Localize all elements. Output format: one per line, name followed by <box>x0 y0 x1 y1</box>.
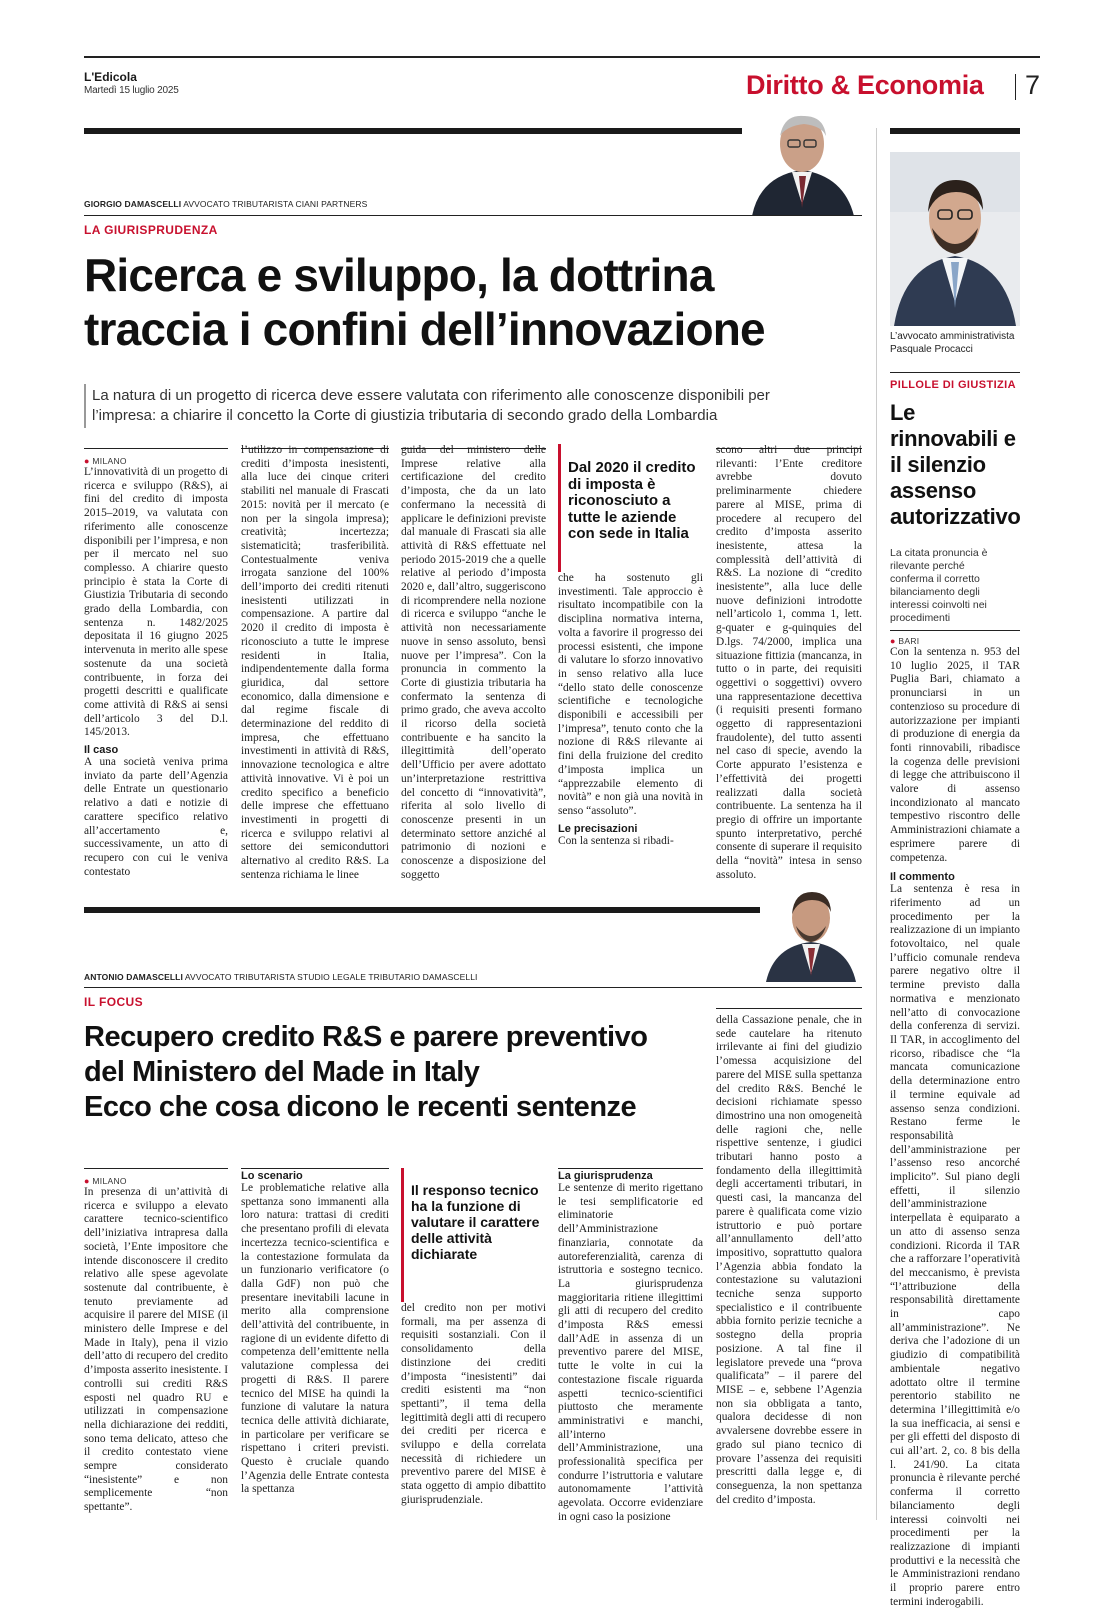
article2-kicker: IL FOCUS <box>84 995 143 1009</box>
article2-byline <box>84 972 477 982</box>
sidebar-rule <box>890 630 1020 631</box>
article2-column-5 <box>716 1014 862 1507</box>
article1-kicker: LA GIURISPRUDENZA <box>84 223 218 237</box>
body-text: della Cassazione penale, che in sede cautelare ha ritenuto irrilevante ai fini del giudizio l’omessa acquisizione del parere del MISE sulla spettanza del credito R&S. Benché le decisioni richiamate spesso dimostrino una non omogeneità delle ragioni che, nelle rispettive sentenze, i giudici tributari hanno posto a fondamento della illegittimità degli accertamenti tributari, in questi casi, la mancanza del parere è qualificata come vizio istruttorio e può portare all’annullamento dell’atto impositivo, soprattutto qualora l’Agenzia abbia fondato la contestazione su valutazioni tecniche senza supporto specialistico e il contribuente abbia fornito perizie tecniche a sostegno della propria posizione. A tal fine il legislatore prevede una “prova qualificata” – il parere del MISE – e, sebbene l’Agenzia non sia obbligata a tanto, qualora decidesse di non avvalersene dovrebbe essere in grado sul piano tecnico di provare l’assenza dei requisiti prescritti dalla legge e, di conseguenza, la non spettanza del credito d’imposta. <box>716 1014 862 1506</box>
byline-role: AVVOCATO TRIBUTARISTA STUDIO LEGALE TRIBUTARIO DAMASCELLI <box>184 972 478 982</box>
sidebar-separator <box>876 128 877 1520</box>
body-text: scono altri due principi rilevanti: l’Ente creditore avrebbe dovuto preliminarmente chiedere parere al MISE, prima di procedere al recupero del credito d’imposta asserito inesistente, attesa la complessità dell’attività di R&S. La nozione di “credito inesistente”, alla luce delle nuove definizioni introdotte nell’articolo 1, comma 1, lett. g-quater e g-quinquies del D.lgs. 74/2000, implica una situazione fittizia (mancanza, in tutto o in parte, dei requisiti oggettivi o soggettivi) ovvero una rappresentazione decettiva (i requisiti presenti formano oggetto di rappresentazioni fraudolente), del tutto assenti nel caso di specie, avendo la Corte appurato l’esistenza e l’effettività dei progetti realizzati dalla società contribuente. La sentenza ha il pregio di offrire un importante spunto interpretativo, perché consente di superare il requisito della “novità” intesa in senso assoluto. <box>716 444 862 881</box>
location-label: MILANO <box>92 1176 127 1186</box>
body-text: Con la sentenza n. 953 del 10 luglio 2025, il TAR Puglia Bari, chiamato a pronunciarsi in un contenzioso su procedure di autorizzazione per impianti di produzione di energia da fonti rinnovabili, ribadisce la cogenza delle previsioni di legge che attribuiscono il valore di assenso incondizionato al mancato tempestivo riscontro delle Amministrazioni chiamate a esprimere parere di competenza. <box>890 646 1020 864</box>
body-text: In presenza di un’attività di ricerca e sviluppo a elevato carattere tecnico-scientifico dell’iniziativa intrapresa dalla società, l’Ente impositore che intende disconoscere il credito relativo alle spese agevolate sostenute dal contribuente, è tenuto previamente ad acquisire il parere del MISE (il ministero delle Imprese e del Made in Italy), pena il vizio dell’atto di recupero del credito d’imposta asserito inesistente. I controlli sui crediti R&S esposti nel quadro RU e utilizzati in compensazione nella dichiarazione dei redditi, sono tema delicato, atteso che il credito contestato viene sempre considerato “inesistente” e non semplicemente “non spettante”. <box>84 1186 228 1514</box>
pullquote-bar <box>401 1168 404 1302</box>
byline-name: ANTONIO DAMASCELLI <box>84 972 183 982</box>
sidebar-photo-caption: L’avvocato amministrativista Pasquale Procacci <box>890 331 1015 355</box>
section-title: Diritto & Economia <box>746 70 984 100</box>
article2-top-rule <box>84 907 862 913</box>
sidebar-top-rule <box>890 128 1020 134</box>
location-pin-icon: ● <box>84 456 90 466</box>
standfirst-bar <box>84 384 86 428</box>
article2-column-3 <box>401 1168 546 1508</box>
headline-line: Recupero credito R&S e parere preventivo <box>84 1021 648 1053</box>
byline-role: AVVOCATO TRIBUTARISTA CIANI PARTNERS <box>183 199 368 209</box>
article1-byline <box>84 199 367 209</box>
subhead: Le precisazioni <box>558 822 638 835</box>
location-label: MILANO <box>92 456 127 466</box>
byline-name: GIORGIO DAMASCELLI <box>84 199 182 209</box>
body-text: L’innovatività di un progetto di ricerca e sviluppo (R&S), ai fini del credito di imposta 2015–2019, va valutata con riferimento alle conoscenze disponibili per l’impresa, e non per il mercato nel suo complesso. A chiarire questo principio è stata la Corte di Giustizia Tributaria di secondo grado della Lombardia, con sentenza n. 1482/2025 depositata il 16 giugno 2025 intervenuta in merito alle spese sostenute da una società contribuente, in forza dei progetti descritti e qualificate come attività di R&S ai sensi dell’articolo 3 del D.l. 145/2013. <box>84 466 228 739</box>
body-text: Le problematiche relative alla spettanza sono immanenti alla loro natura: trattasi di crediti che presentano profili di elevata incertezza tecnico-scientifica e la contestazione formulata da un funzionario verificatore (o dalla GdF) non può che presentare inevitabili lacune in merito alla comprensione dell’attività del contribuente, in ragione di un evidente difetto di competenza dell’emittente nella valutazione complessa dei progetti di R&S. Il parere tecnico del MISE ha quindi la funzione di valutare la natura tecnica delle attività dichiarate, in particolare per verificare se rispettano i criteri previsti. Questo è cruciale quando l’Agenzia delle Entrate contesta la spettanza <box>241 1182 389 1496</box>
sidebar-headline: Le rinnovabili e il silenzio assenso autorizzativo <box>890 400 1021 529</box>
subhead: Il caso <box>84 744 119 757</box>
issue-date: Martedì 15 luglio 2025 <box>84 85 179 96</box>
pullquote <box>558 444 703 572</box>
article2-byline-rule <box>84 987 862 988</box>
pullquote-text: Dal 2020 il credito di imposta è riconosciuto a tutte le aziende con sede in Italia <box>568 459 696 542</box>
subhead: Lo scenario <box>241 1170 303 1182</box>
body-text: Le sentenze di merito rigettano le tesi semplificatorie ed eliminatorie dell’Amministrazione finanziaria, connotate da autoreferenzialità, carenza di istruttoria e sostegno tecnico. La giurisprudenza maggioritaria ritiene illegittimi gli atti di recupero del credito d’imposta R&S emessi dall’AdE in assenza di un preventivo parere del MISE, tutte le volte in cui la contestazione fiscale riguarda aspetti tecnico-scientifici piuttosto che meramente amministrativi e manchi, all’interno dell’Amministrazione, una professionalità specifica per condurre l’istruttoria e valutare autonomamente l’attività agevolata. Occorre evidenziare in ogni caso la posizione <box>558 1182 703 1523</box>
article2-column-1 <box>84 1176 228 1515</box>
location-tag <box>890 636 1020 646</box>
pullquote-bar <box>558 444 561 572</box>
sidebar-kicker: PILLOLE DI GIUSTIZIA <box>890 379 1016 391</box>
article1-column-2 <box>241 444 389 883</box>
pullquote-text: Il responso tecnico ha la funzione di valutare il carattere delle attività dichiarate <box>411 1182 540 1262</box>
body-text: l’utilizzo in compensazione di crediti d’imposta inesistenti, alla luce dei cinque criteri stabiliti nel manuale di Frascati 2015: novità per il mercato (e non per la singola impresa); creatività; incertezza; sistematicità; trasferibilità. Contestualmente veniva irrogata sanzione del 100% dell’importo dei crediti ritenuti inesistenti utilizzati in compensazione. A partire dal 2020 il credito di imposta è riconosciuto a tutte le imprese residenti in Italia, indipendentemente dalla forma giuridica, dal settore economico, dalla dimensione e dal regime fiscale di determinazione del reddito di impresa, che effettuano investimenti in attività di R&S, innovazione tecnologica e altre attività innovative. Vi è poi un credito specifico a beneficio delle imprese che effettuano investimenti in progetti di ricerca e sviluppo relativi al settore dei semiconduttori alternativo al credito R&S. La sentenza richiama le linee <box>241 444 389 881</box>
pullquote <box>401 1168 546 1302</box>
author-photo-giorgio <box>742 104 862 216</box>
location-pin-icon: ● <box>890 636 896 646</box>
location-tag <box>84 1176 228 1186</box>
article1-column-1 <box>84 456 228 879</box>
body-text: del credito non per motivi formali, ma per assenza di requisiti sostanziali. Con il consolidamento della distinzione dei crediti d’imposta “inesistenti” dai crediti esistenti ma “non spettanti”, il tema della legittimità degli atti di recupero dei crediti per ricerca e sviluppo e della correlata necessità di richiedere un preventivo parere del MISE è stata oggetto di ampio dibattito giurisprudenziale. <box>401 1302 546 1506</box>
headline-line: traccia i confini dell’innovazione <box>84 303 765 355</box>
location-tag <box>84 456 228 466</box>
location-label: BARI <box>898 636 920 646</box>
subhead: Il commento <box>890 871 955 884</box>
article2-column-2 <box>241 1166 389 1497</box>
author-photo-antonio <box>760 880 862 982</box>
column-rule <box>716 1008 862 1009</box>
page-separator <box>1015 74 1016 100</box>
subhead: La giurisprudenza <box>558 1170 653 1182</box>
headline-line: del Ministero del Made in Italy <box>84 1056 480 1088</box>
page-number: 7 <box>1025 70 1041 100</box>
article1-column-5 <box>716 444 862 883</box>
brand-name: L'Edicola <box>84 70 137 84</box>
column-rule <box>84 448 228 449</box>
article1-column-4 <box>558 444 703 848</box>
sidebar-rule <box>890 372 1020 373</box>
body-text: La sentenza è resa in riferimento ad un procedimento per la realizzazione di un impianto fotovoltaico, nel quale l’ufficio comunale rendeva parere negativo oltre il termine previsto dalla normativa e menzionato nell’atto di convocazione della conferenza di servizi. Il TAR, in accoglimento del ricorso, ribadisce che “la mancata comunicazione della determinazione entro il termine equivale ad assenso senza condizioni. Restano ferme le responsabilità dell’amministrazione per l’assenso reso ancorché implicito”. Sul piano degli effetti, il silenzio dell’amministrazione interpellata è equiparato a un atto di assenso senza condizioni. Ricorda il TAR che a rafforzare l’operatività del meccanismo, è prevista “l’attribuzione della responsabilità direttamente in capo all’amministrazione”. Ne deriva che l’adozione di un giudizio di compatibilità ambientale negativo adottato oltre il termine perentorio stabilito ne determina l’illegittimità e/o la sua inefficacia, ai sensi e per gli effetti del disposto di cui all’art. 2, co. 8 bis della l. 241/90. La citata pronuncia è rilevante perché conferma il corretto bilanciamento degli interessi coinvolti nei procedimenti per la realizzazione di impianti produttivi e la necessità che le Amministrazioni rendano il proprio parere entro termini inderogabili. <box>890 883 1020 1608</box>
sidebar-photo-procacci <box>890 152 1020 326</box>
top-rule <box>84 56 1040 58</box>
sidebar-body <box>890 636 1020 1610</box>
column-rule <box>84 1168 228 1169</box>
headline-line: Ricerca e sviluppo, la dottrina <box>84 249 714 301</box>
article1-column-3 <box>401 444 546 883</box>
article1-standfirst: La natura di un progetto di ricerca deve essere valutata con riferimento alle conoscenze disponibili per l’impresa: a chiarire il concetto la Corte di giustizia tributaria di secondo grado della Lombardia <box>92 387 770 424</box>
article1-headline <box>84 248 884 356</box>
location-pin-icon: ● <box>84 1176 90 1186</box>
body-text: che ha sostenuto gli investimenti. Tale approccio è risultato incompatibile con la disciplina normativa interna, volta a favorire il progresso dei processi esistenti, che impone di valutare lo sforzo innovativo in senso relativo alla luce “dello stato delle conoscenze scientifiche e tecnologiche disponibili e accessibili per l’impresa”, tenuto conto che la nozione di R&S rilevante ai fini della fruizione del credito d’imposta implica un “apprezzabile elemento di novità” e non già una novità in senso “assoluto”. <box>558 572 703 817</box>
body-text: A una società veniva prima inviato da parte dell’Agenzia delle Entrate un questionario relativo a dati e notizie di carattere specifico relativo all’accertamento e, successivamente, un atto di recupero con cui le veniva contestato <box>84 756 228 878</box>
body-text: Con la sentenza si ribadi- <box>558 834 674 847</box>
article2-column-4 <box>558 1166 703 1525</box>
headline-line: Ecco che cosa dicono le recenti sentenze <box>84 1091 637 1123</box>
sidebar-dek: La citata pronuncia è rilevante perché conferma il corretto bilanciamento degli interessi coinvolti nei procedimenti <box>890 547 988 624</box>
article2-headline <box>84 1020 684 1125</box>
article1-byline-rule <box>84 215 862 216</box>
body-text: guida del ministero delle Imprese relative alla certificazione del credito d’imposta, che da un lato confermano la necessità di applicare le definizioni previste dal manuale di Frascati sia alle attività di R&S effettuate nel periodo 2015-2019 che a quelle relative al periodo d’imposta 2020 e, dall’altro, suggeriscono di ricomprendere nella nozione di ricerca e sviluppo “anche le attività non necessariamente nuove in senso assoluto, bensì nuove per l’impresa”. Con la pronuncia in commento la Corte di giustizia tributaria ha confermato la sentenza di primo grado, che aveva accolto il ricorso della società contribuente e ha sancito la illegittimità dell’operato dell’Ufficio per avere adottato un’interpretazione restrittiva del concetto di “innovatività”, riferita al solo livello di conoscenze presenti in un determinato settore anziché al patrimonio di nozioni e conoscenze a disposizione del soggetto <box>401 444 546 881</box>
